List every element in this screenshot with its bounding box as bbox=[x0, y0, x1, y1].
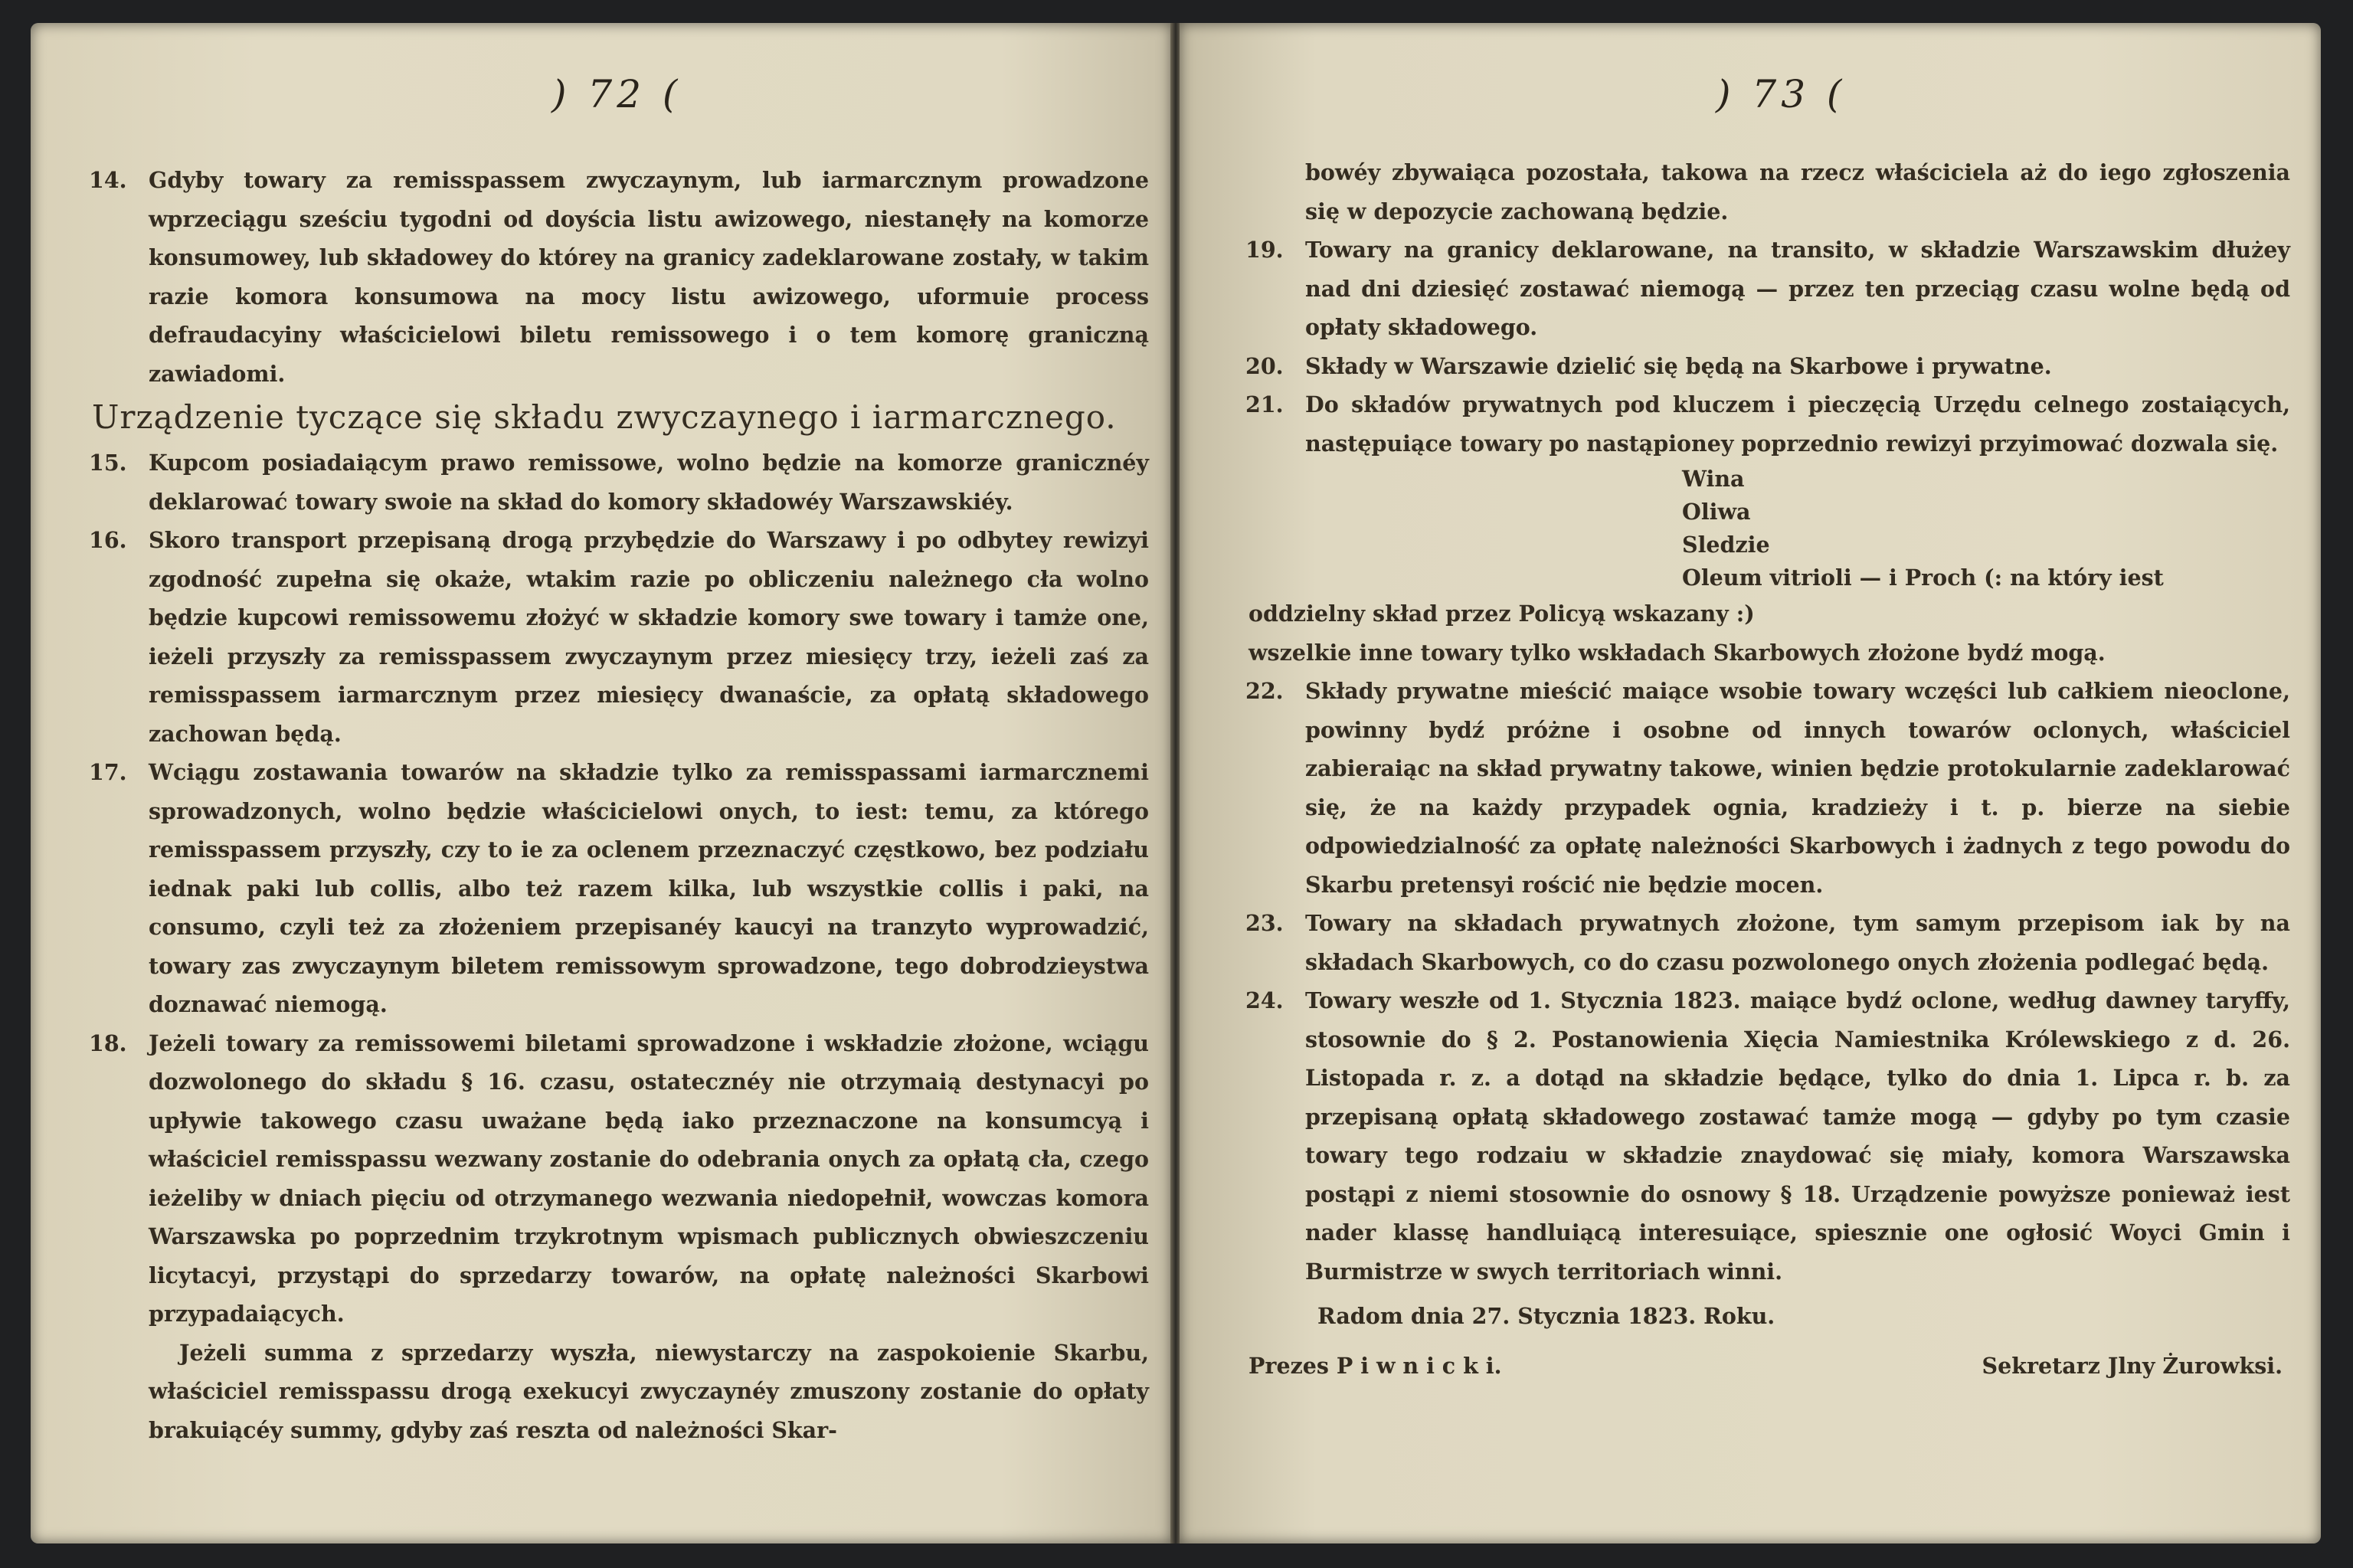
left-page-text bbox=[89, 161, 1149, 1449]
paragraph-15 bbox=[89, 444, 1149, 521]
paragraph-text: Kupcom posiadaiącym prawo remissowe, wolno będzie na komorze granicznéy deklarować towary swoie na skład do komory składowéy Warszawskiéy. bbox=[149, 450, 1149, 515]
goods-item: Oliwa bbox=[1682, 499, 1751, 525]
paragraph-number: 18. bbox=[89, 1030, 127, 1056]
goods-item: Sledzie bbox=[1682, 532, 1770, 558]
paragraph-number: 22. bbox=[1245, 678, 1284, 704]
paragraph-text: Składy w Warszawie dzielić się będą na Skarbowe i prywatne. bbox=[1305, 352, 2052, 379]
signatures bbox=[1248, 1347, 2290, 1385]
paragraph-number: 21. bbox=[1245, 391, 1284, 417]
paragraph-18 bbox=[89, 1024, 1149, 1334]
paragraph-text: Towary weszłe od 1. Stycznia 1823. maiące bydź oclone, według dawney taryffy, stosownie do § 2. Postanowienia Xięcia Namiestnika Królewskiego z d. 26. Listopada r. z. a dotąd na składzie będące, tylko do dnia 1. Lipca r. b. za przepisaną opłatą składowego zostawać tamże mogą — gdyby po tym czasie towary tego rodzaiu w składzie znaydować się miały, komora Warszawska postąpi z niemi stosownie do osnowy § 18. Urządzenie powyższe ponieważ iest nader klassę handluiącą interesuiące, spiesznie one ogłosić Woyci Gmin i Burmistrze w swych territoriach winni. bbox=[1305, 987, 2290, 1285]
secretary-signature: Sekretarz Jlny Żurowksi. bbox=[1982, 1352, 2283, 1379]
right-page-text bbox=[1245, 153, 2290, 1385]
paragraph-number: 20. bbox=[1245, 352, 1284, 379]
paragraph-23 bbox=[1245, 904, 2290, 981]
paragraph-number: 14. bbox=[89, 167, 127, 193]
paragraph-16 bbox=[89, 521, 1149, 753]
goods-item: Oleum vitrioli — i Proch (: na który iest bbox=[1682, 565, 2164, 591]
book-spread bbox=[31, 23, 2321, 1543]
paragraph-number: 17. bbox=[89, 759, 127, 785]
goods-list bbox=[1682, 463, 2290, 594]
goods-note: wszelkie inne towary tylko wskładach Skarbowych złożone bydź mogą. bbox=[1248, 639, 2106, 666]
paragraph-14 bbox=[89, 161, 1149, 393]
paragraph-text: Skoro transport przepisaną drogą przybędzie do Warszawy i po odbytey rewizyi zgodność zupełna się okaże, wtakim razie po obliczeniu należnego cła wolno będzie kupcowi remissowemu złożyć w składzie komory swe towary i tamże one, ieżeli przyszły za remisspassem zwyczaynym przez miesięcy trzy, ieżeli zaś za remisspassem iarmarcznym przez miesięcy dwanaście, za opłatą składowego zachowan będą. bbox=[149, 527, 1149, 747]
paragraph-20 bbox=[1245, 347, 2290, 386]
paragraph-text: Towary na granicy deklarowane, na transito, w składzie Warszawskim dłużey nad dni dziesięć zostawać niemogą — przez ten przeciąg czasu wolne będą od opłaty składowego. bbox=[1305, 237, 2290, 340]
paragraph-number: 23. bbox=[1245, 910, 1284, 936]
paragraph-24 bbox=[1245, 981, 2290, 1291]
paragraph-text: Jeżeli towary za remissowemi biletami sprowadzone i wskładzie złożone, wciągu dozwolonego do składu § 16. czasu, ostatecznéy nie otrzymaią destynacyi po upływie takowego czasu uważane będą iako przeznaczone na konsumcyą i właściciel remisspassu wezwany zostanie do odebrania onych za opłatą cła, czego ieżeliby w dniach pięciu od otrzymanego wezwania niedopełnił, wowczas komora Warszawska po poprzednim trzykrotnym wpismach publicznych obwieszczeniu licytacyi, przystąpi do sprzedarzy towarów, na opłatę należności Skarbowi przypadaiących. bbox=[149, 1030, 1149, 1327]
paragraph-text: Składy prywatne mieścić maiące wsobie towary wczęści lub całkiem nieoclone, powinny bydź próżne i osobne od innych towarów oclonych, właściciel zabieraiąc na skład prywatny takowe, winien będzie protokularnie zadeklarować się, że na każdy przypadek ognia, kradzieży i t. p. bierze na siebie odpowiedzialność za opłatę należności Skarbowych i żadnych z tego powodu do Skarbu pretensyi rościć nie będzie mocen. bbox=[1305, 678, 2290, 898]
president-signature: Prezes P i w n i c k i. bbox=[1248, 1352, 1502, 1379]
section-heading: Urządzenie tyczące się składu zwyczaynego i iarmarcznego. bbox=[92, 398, 1117, 436]
opening-continuation: bowéy zbywaiąca pozostała, takowa na rzecz właściciela aż do iego zgłoszenia się w depozycie zachowaną będzie. bbox=[1305, 159, 2290, 224]
paragraph-number: 19. bbox=[1245, 237, 1284, 263]
dateline: Radom dnia 27. Stycznia 1823. Roku. bbox=[1317, 1303, 1775, 1329]
goods-item: Wina bbox=[1682, 466, 1745, 492]
paragraph-number: 15. bbox=[89, 450, 127, 476]
paragraph-19 bbox=[1245, 231, 2290, 347]
paragraph-text: Gdyby towary za remisspassem zwyczaynym, lub iarmarcznym prowadzone wprzeciągu sześciu tygodni od doyścia listu awizowego, niestanęły na komorze konsumowey, lub składowey do którey na granicy zadeklarowane zostały, w takim razie komora konsumowa na mocy listu awizowego, uformuie process defraudacyiny właścicielowi biletu remissowego i o tem komorę graniczną zawiadomi. bbox=[149, 167, 1149, 387]
goods-tail: oddzielny skład przez Policyą wskazany :) bbox=[1248, 601, 1755, 627]
paragraph-text: Do składów prywatnych pod kluczem i pieczęcią Urzędu celnego zostaiących, następuiące towary po nastąpioney poprzednio rewizyi przyimować dozwala się. bbox=[1305, 391, 2290, 457]
paragraph-21 bbox=[1245, 385, 2290, 463]
right-page bbox=[1180, 23, 2321, 1543]
paragraph-number: 16. bbox=[89, 527, 127, 553]
paragraph-text: Towary na składach prywatnych złożone, tym samym przepisom iak by na składach Skarbowych, co do czasu pozwolonego onych złożenia podlegać będą. bbox=[1305, 910, 2290, 975]
paragraph-number: 24. bbox=[1245, 987, 1284, 1013]
paragraph-text: Wciągu zostawania towarów na składzie tylko za remisspassami iarmarcznemi sprowadzonych, wolno będzie właścicielowi onych, to iest: temu, za którego remisspassem przyszły, czy to ie za oclenem przeznaczyć częstkowo, bez podziału iednak paki lub collis, albo też razem kilka, lub wszystkie collis i paki, na consumo, czyli też za złożeniem przepisanéy kaucyi na tranzyto wyprowadzić, towary zas zwyczaynym biletem remissowym sprowadzone, tego dobrodzieystwa doznawać niemogą. bbox=[149, 759, 1149, 1017]
page-number-right: ) 73 ( bbox=[1716, 72, 1847, 116]
paragraph-22 bbox=[1245, 672, 2290, 904]
paragraph-17 bbox=[89, 753, 1149, 1024]
paragraph-18-continuation: Jeżeli summa z sprzedarzy wyszła, niewystarczy na zaspokoienie Skarbu, właściciel remisspassu drogą exekucyi zwyczaynéy zmuszony zostanie do opłaty brakuiącéy summy, gdyby zaś reszta od należności Skar- bbox=[149, 1339, 1149, 1443]
left-page bbox=[31, 23, 1172, 1543]
page-number-left: ) 72 ( bbox=[551, 72, 682, 116]
